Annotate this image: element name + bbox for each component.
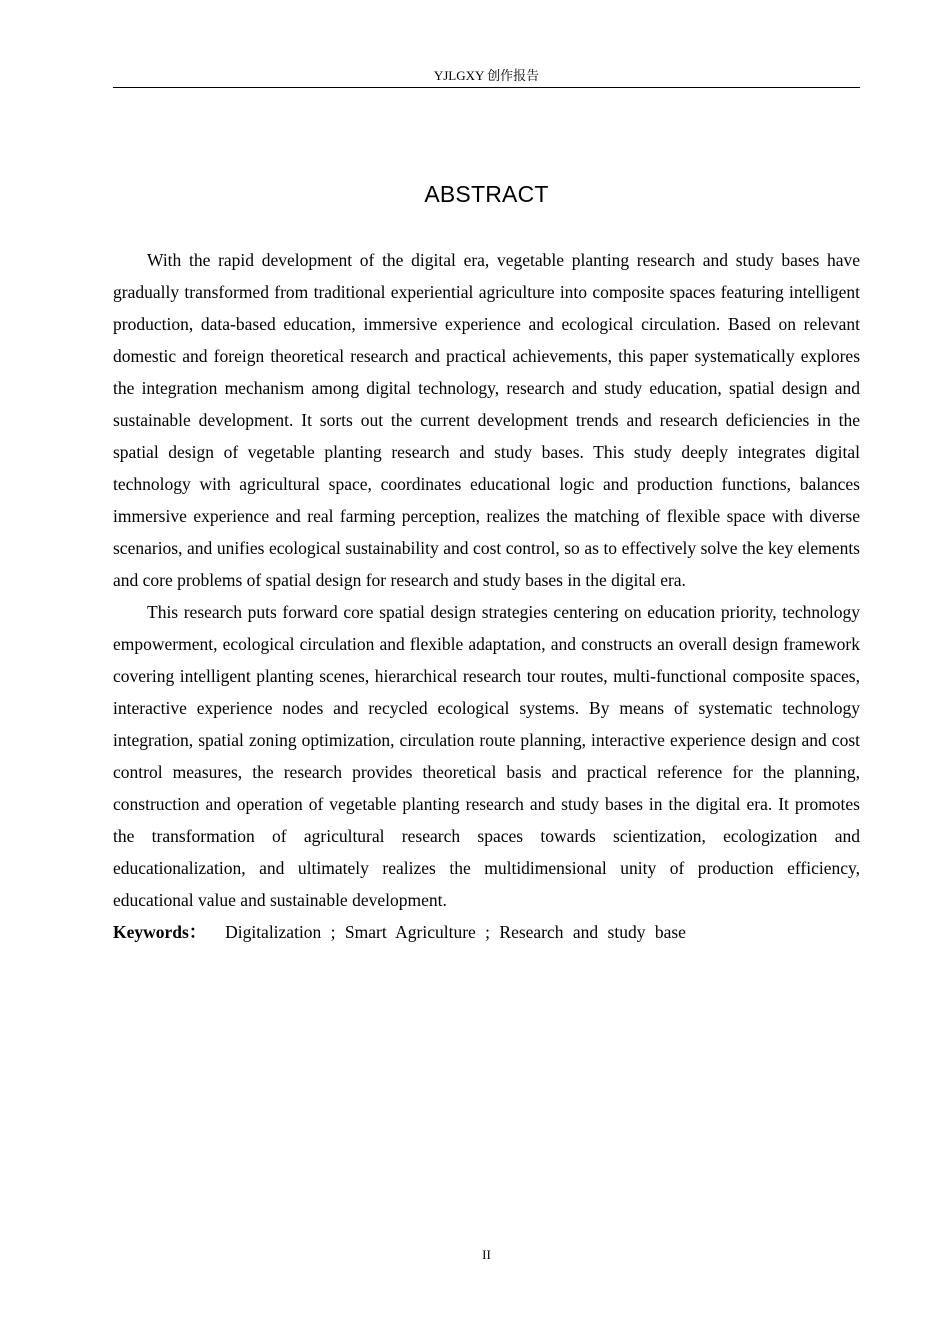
- keywords-line: [113, 916, 860, 948]
- page-number: II: [482, 1247, 491, 1262]
- abstract-title: ABSTRACT: [424, 181, 549, 207]
- header-rule: [113, 87, 860, 88]
- running-header: YJLGXY 创作报告: [433, 68, 540, 83]
- abstract-paragraph-2: This research puts forward core spatial design strategies centering on education priority, technology empowerment, ecological circulation and flexible adaptation, and constructs an overall design framework covering intelligent planting scenes, hierarchical research tour routes, multi-functional composite spaces, interactive experience nodes and recycled ecological systems. By means of systematic technology integration, spatial zoning optimization, circulation route planning, interactive experience design and cost control measures, the research provides theoretical basis and practical reference for the planning, construction and operation of vegetable planting research and study bases in the digital era. It promotes the transformation of agricultural research spaces towards scientization, ecologization and educationalization, and ultimately realizes the multidimensional unity of production efficiency, educational value and sustainable development.: [113, 602, 860, 910]
- abstract-body: [113, 244, 860, 948]
- abstract-paragraph-1: With the rapid development of the digital era, vegetable planting research and study bases have gradually transformed from traditional experiential agriculture into composite spaces featuring intelligent production, data-based education, immersive experience and ecological circulation. Based on relevant domestic and foreign theoretical research and practical achievements, this paper systematically explores the integration mechanism among digital technology, research and study education, spatial design and sustainable development. It sorts out the current development trends and research deficiencies in the spatial design of vegetable planting research and study bases. This study deeply integrates digital technology with agricultural space, coordinates educational logic and production functions, balances immersive experience and real farming perception, realizes the matching of flexible space with diverse scenarios, and unifies ecological sustainability and cost control, so as to effectively solve the key elements and core problems of spatial design for research and study bases in the digital era.: [113, 250, 860, 590]
- keywords-values: Digitalization ; Smart Agriculture ; Research and study base: [206, 922, 686, 942]
- keywords-label: Keywords：: [113, 922, 207, 942]
